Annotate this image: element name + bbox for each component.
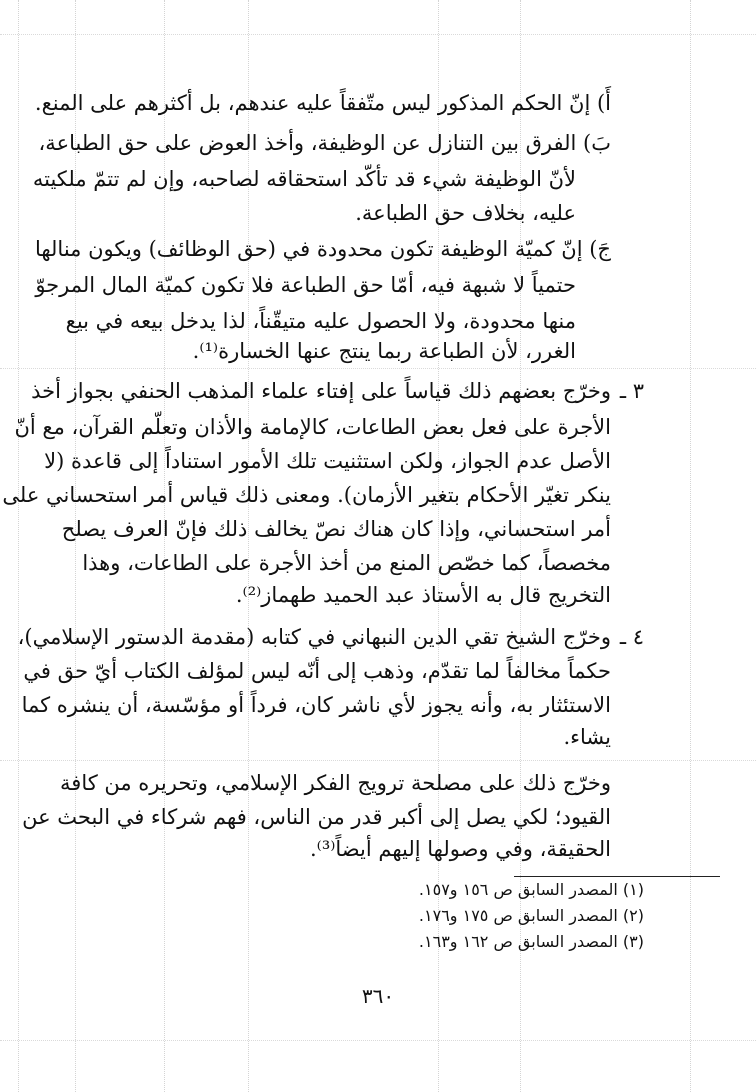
item-3-line: مخصصاً، كما خصّص المنع من أخذ الأجرة على الطاعات، وهذا [82, 551, 611, 575]
item-4-continued-line: وخرّج ذلك على مصلحة ترويج الفكر الإسلامي، وتحريره من كافة [60, 771, 611, 795]
item-3-number: ٣ ـ [619, 379, 644, 403]
item-4-line: وخرّج الشيخ تقي الدين النبهاني في كتابه (مقدمة الدستور الإسلامي)، [17, 625, 611, 649]
footnote-2: (٢) المصدر السابق ص ١٧٥ و١٧٦. [418, 906, 644, 925]
item-4-continued-line: القيود؛ لكي يصل إلى أكبر قدر من الناس، فهم شركاء في البحث عن [22, 805, 611, 829]
item-c-line: منها محدودة، ولا الحصول عليه متيقّناً، لذا يدخل بيعه في بيع [65, 309, 576, 333]
item-3-line: ينكر تغيّر الأحكام بتغير الأزمان). ومعنى ذلك قياس أمر استحساني على [2, 483, 611, 507]
grid-line [0, 368, 756, 369]
item-4-continued-line: الحقيقة، وفي وصولها إليهم أيضاً⁽³⁾. [309, 837, 611, 861]
item-4-line: حكماً مخالفاً لما تقدّم، وذهب إلى أنّه ليس لمؤلف الكتاب أيّ حق في [23, 659, 611, 683]
footnote-separator [514, 876, 720, 877]
item-4-line: الاستئثار به، وأنه يجوز لأي ناشر كان، فرداً أو مؤسّسة، أن ينشره كما [21, 693, 611, 717]
item-b-line: عليه، بخلاف حق الطباعة. [355, 201, 576, 225]
item-3-line: الأصل عدم الجواز، ولكن استثنيت تلك الأمور استناداً إلى قاعدة (لا [44, 449, 611, 473]
item-4-line: يشاء. [563, 725, 611, 749]
item-b-line: بَ) الفرق بين التنازل عن الوظيفة، وأخذ العوض على حق الطباعة، [38, 131, 611, 155]
grid-line [0, 760, 756, 761]
item-a-line: أَ) إنّ الحكم المذكور ليس متّفقاً عليه عندهم، بل أكثرهم على المنع. [34, 91, 611, 115]
item-c-line: الغرر، لأن الطباعة ربما ينتج عنها الخسارة⁽¹⁾. [192, 339, 576, 363]
item-3-line: أمر استحساني، وإذا كان هناك نصّ يخالف ذلك فإنّ العرف يصلح [61, 517, 611, 541]
grid-line [690, 0, 691, 1092]
grid-line [0, 1040, 756, 1041]
item-c-line: حتمياً لا شبهة فيه، أمّا حق الطباعة فلا تكون كميّة المال المرجوّ [35, 273, 576, 297]
footnote-3: (٣) المصدر السابق ص ١٦٢ و١٦٣. [418, 932, 644, 951]
item-3-line: وخرّج بعضهم ذلك قياساً على إفتاء علماء المذهب الحنفي بجواز أخذ [31, 379, 611, 403]
grid-line [0, 34, 756, 35]
item-b-line: لأنّ الوظيفة شيء قد تأكّد استحقاقه لصاحبه، وإن لم تتمّ ملكيته [32, 167, 576, 191]
item-4-number: ٤ ـ [619, 625, 644, 649]
item-3-line: التخريج قال به الأستاذ عبد الحميد طهماز⁽²⁾. [235, 583, 611, 607]
grid-line [18, 0, 19, 1092]
footnote-1: (١) المصدر السابق ص ١٥٦ و١٥٧. [418, 880, 644, 899]
item-3-line: الأجرة على فعل بعض الطاعات، كالإمامة والأذان وتعلّم القرآن، مع أنّ [14, 415, 611, 439]
page-number: ٣٦٠ [361, 984, 395, 1008]
item-c-line: جَ) إنّ كميّة الوظيفة تكون محدودة في (حق الوظائف) ويكون منالها [34, 237, 611, 261]
